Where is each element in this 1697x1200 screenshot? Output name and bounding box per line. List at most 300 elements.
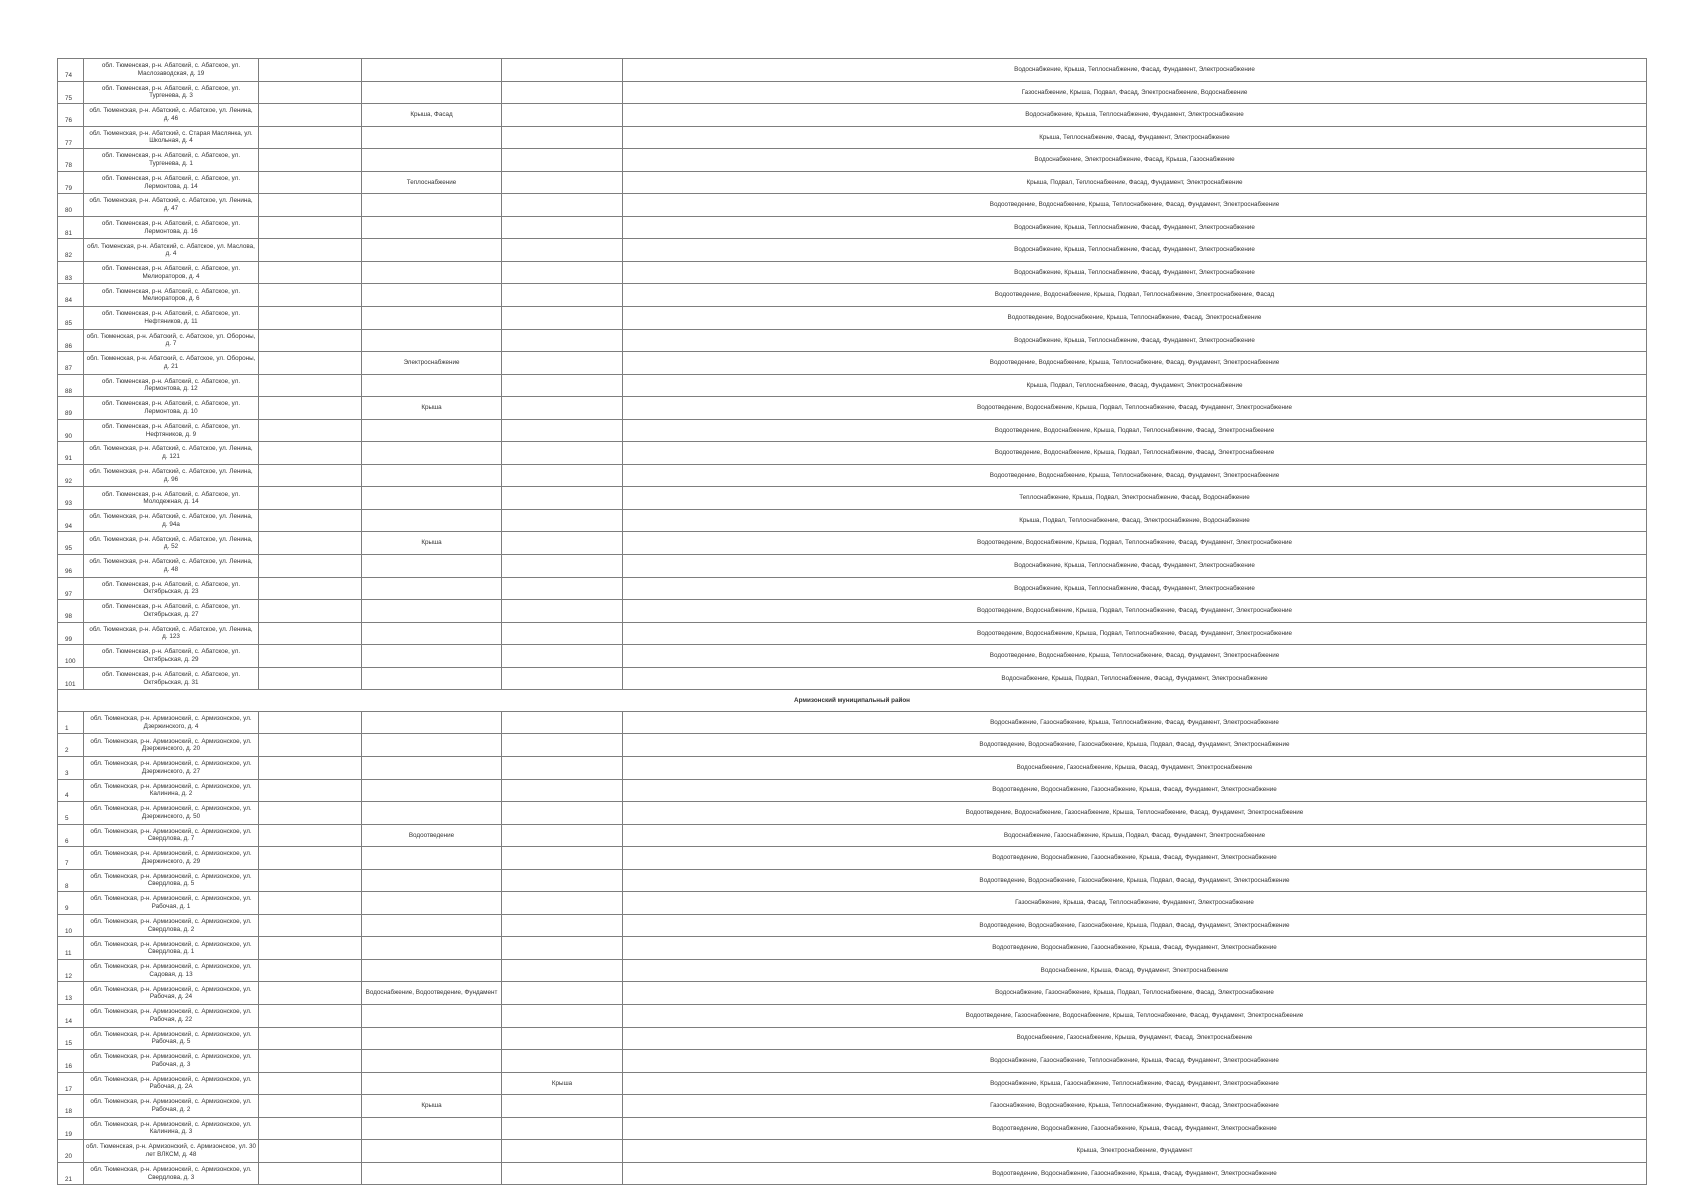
address-cell: обл. Тюменская, р-н. Абатский, с. Абатское, ул. Ленина, д. 94а xyxy=(84,509,259,532)
work-types-cell: Газоснабжение, Водоснабжение, Крыша, Теплоснабжение, Фундамент, Фасад, Электроснабжение xyxy=(623,1095,1647,1118)
column-4-cell xyxy=(362,1162,502,1185)
row-number: 90 xyxy=(58,419,84,442)
work-types-cell: Крыша, Подвал, Теплоснабжение, Фасад, Электроснабжение, Водоснабжение xyxy=(623,509,1647,532)
row-number: 84 xyxy=(58,284,84,307)
work-types-cell: Водоотведение, Водоснабжение, Газоснабжение, Крыша, Подвал, Фасад, Фундамент, Электроснабжение xyxy=(623,869,1647,892)
table-row xyxy=(58,914,1647,937)
column-3-cell xyxy=(259,307,362,330)
column-4-cell xyxy=(362,937,502,960)
address-cell: обл. Тюменская, р-н. Армизонский, с. Армизонское, ул. 30 лет ВЛКСМ, д. 48 xyxy=(84,1140,259,1163)
table-row xyxy=(58,307,1647,330)
row-number: 16 xyxy=(58,1050,84,1073)
column-4-cell xyxy=(362,555,502,578)
column-3-cell xyxy=(259,1117,362,1140)
column-5-cell xyxy=(502,532,623,555)
table-row xyxy=(58,869,1647,892)
column-3-cell xyxy=(259,555,362,578)
address-cell: обл. Тюменская, р-н. Армизонский, с. Армизонское, ул. Рабочая, д. 24 xyxy=(84,982,259,1005)
column-5-cell xyxy=(502,802,623,825)
column-4-cell xyxy=(362,1072,502,1095)
column-3-cell xyxy=(259,284,362,307)
row-number: 91 xyxy=(58,442,84,465)
work-types-cell: Водоотведение, Водоснабжение, Крыша, Подвал, Теплоснабжение, Фасад, Электроснабжение xyxy=(623,419,1647,442)
work-types-cell: Водоотведение, Водоснабжение, Газоснабжение, Крыша, Подвал, Фасад, Фундамент, Электроснабжение xyxy=(623,914,1647,937)
row-number: 2 xyxy=(58,734,84,757)
address-cell: обл. Тюменская, р-н. Абатский, с. Абатское, ул. Молодежная, д. 14 xyxy=(84,487,259,510)
address-cell: обл. Тюменская, р-н. Армизонский, с. Армизонское, ул. Свердлова, д. 2 xyxy=(84,914,259,937)
column-4-cell xyxy=(362,1117,502,1140)
column-3-cell xyxy=(259,869,362,892)
column-5-cell xyxy=(502,824,623,847)
column-5-cell xyxy=(502,1095,623,1118)
address-cell: обл. Тюменская, р-н. Абатский, с. Абатское, ул. Нефтяников, д. 11 xyxy=(84,307,259,330)
address-cell: обл. Тюменская, р-н. Абатский, с. Абатское, ул. Октябрьская, д. 31 xyxy=(84,667,259,690)
column-4-cell xyxy=(362,756,502,779)
table-row xyxy=(58,847,1647,870)
table-row xyxy=(58,1027,1647,1050)
work-types-cell: Водоотведение, Водоснабжение, Крыша, Подвал, Теплоснабжение, Фасад, Фундамент, Электроснабжение xyxy=(623,397,1647,420)
column-5-cell xyxy=(502,577,623,600)
row-number: 4 xyxy=(58,779,84,802)
table-row xyxy=(58,824,1647,847)
row-number: 86 xyxy=(58,329,84,352)
column-3-cell xyxy=(259,329,362,352)
row-number: 94 xyxy=(58,509,84,532)
work-types-cell: Водоотведение, Водоснабжение, Крыша, Подвал, Теплоснабжение, Электроснабжение, Фасад xyxy=(623,284,1647,307)
column-3-cell xyxy=(259,711,362,734)
column-4-cell xyxy=(362,329,502,352)
address-cell: обл. Тюменская, р-н. Абатский, с. Абатское, ул. Мелиораторов, д. 4 xyxy=(84,261,259,284)
column-4-cell xyxy=(362,667,502,690)
column-5-cell xyxy=(502,711,623,734)
column-4-cell xyxy=(362,487,502,510)
column-3-cell xyxy=(259,487,362,510)
section-header-row xyxy=(58,690,1647,712)
column-3-cell xyxy=(259,171,362,194)
column-3-cell xyxy=(259,126,362,149)
row-number: 74 xyxy=(58,59,84,82)
table-row xyxy=(58,756,1647,779)
work-types-cell: Водоснабжение, Крыша, Теплоснабжение, Фасад, Фундамент, Электроснабжение xyxy=(623,59,1647,82)
column-3-cell xyxy=(259,959,362,982)
column-5-cell xyxy=(502,892,623,915)
table-row xyxy=(58,239,1647,262)
row-number: 75 xyxy=(58,81,84,104)
column-3-cell xyxy=(259,1027,362,1050)
column-5-cell: Крыша xyxy=(502,1072,623,1095)
column-3-cell xyxy=(259,261,362,284)
address-cell: обл. Тюменская, р-н. Абатский, с. Абатское, ул. Обороны, д. 7 xyxy=(84,329,259,352)
address-cell: обл. Тюменская, р-н. Армизонский, с. Армизонское, ул. Садовая, д. 13 xyxy=(84,959,259,982)
column-4-cell xyxy=(362,914,502,937)
row-number: 20 xyxy=(58,1140,84,1163)
column-3-cell xyxy=(259,645,362,668)
work-types-cell: Водоснабжение, Крыша, Теплоснабжение, Фасад, Фундамент, Электроснабжение xyxy=(623,577,1647,600)
row-number: 97 xyxy=(58,577,84,600)
row-number: 77 xyxy=(58,126,84,149)
row-number: 7 xyxy=(58,847,84,870)
column-5-cell xyxy=(502,645,623,668)
column-3-cell xyxy=(259,216,362,239)
table-row xyxy=(58,442,1647,465)
column-5-cell xyxy=(502,81,623,104)
address-cell: обл. Тюменская, р-н. Армизонский, с. Армизонское, ул. Рабочая, д. 3 xyxy=(84,1050,259,1073)
work-types-cell: Водоснабжение, Крыша, Фасад, Фундамент, Электроснабжение xyxy=(623,959,1647,982)
column-4-cell xyxy=(362,59,502,82)
work-types-cell: Водоснабжение, Крыша, Теплоснабжение, Фасад, Фундамент, Электроснабжение xyxy=(623,216,1647,239)
column-3-cell xyxy=(259,779,362,802)
work-types-cell: Водоотведение, Водоснабжение, Газоснабжение, Крыша, Теплоснабжение, Фасад, Фундамент, Электроснабжение xyxy=(623,802,1647,825)
column-4-cell xyxy=(362,149,502,172)
column-3-cell xyxy=(259,442,362,465)
address-cell: обл. Тюменская, р-н. Абатский, с. Абатское, ул. Ленина, д. 47 xyxy=(84,194,259,217)
address-cell: обл. Тюменская, р-н. Абатский, с. Абатское, ул. Ленина, д. 123 xyxy=(84,622,259,645)
work-types-cell: Газоснабжение, Крыша, Фасад, Теплоснабжение, Фундамент, Электроснабжение xyxy=(623,892,1647,915)
work-types-cell: Водоотведение, Водоснабжение, Газоснабжение, Крыша, Фасад, Фундамент, Электроснабжение xyxy=(623,779,1647,802)
column-3-cell xyxy=(259,600,362,623)
address-cell: обл. Тюменская, р-н. Армизонский, с. Армизонское, ул. Рабочая, д. 5 xyxy=(84,1027,259,1050)
column-5-cell xyxy=(502,464,623,487)
column-4-cell: Крыша, Фасад xyxy=(362,104,502,127)
column-5-cell xyxy=(502,734,623,757)
column-4-cell xyxy=(362,802,502,825)
column-5-cell xyxy=(502,261,623,284)
table-row xyxy=(58,104,1647,127)
column-3-cell xyxy=(259,734,362,757)
row-number: 87 xyxy=(58,352,84,375)
table-body xyxy=(58,59,1647,1185)
address-cell: обл. Тюменская, р-н. Абатский, с. Абатское, ул. Тургенева, д. 3 xyxy=(84,81,259,104)
address-cell: обл. Тюменская, р-н. Армизонский, с. Армизонское, ул. Рабочая, д. 1 xyxy=(84,892,259,915)
column-3-cell xyxy=(259,239,362,262)
column-4-cell xyxy=(362,711,502,734)
column-4-cell xyxy=(362,239,502,262)
column-4-cell: Водоотведение xyxy=(362,824,502,847)
address-cell: обл. Тюменская, р-н. Армизонский, с. Армизонское, ул. Дзержинского, д. 27 xyxy=(84,756,259,779)
table-row xyxy=(58,284,1647,307)
row-number: 21 xyxy=(58,1162,84,1185)
column-4-cell xyxy=(362,216,502,239)
column-5-cell xyxy=(502,779,623,802)
column-4-cell: Электроснабжение xyxy=(362,352,502,375)
address-cell: обл. Тюменская, р-н. Абатский, с. Абатское, ул. Ленина, д. 46 xyxy=(84,104,259,127)
column-5-cell xyxy=(502,1027,623,1050)
row-number: 3 xyxy=(58,756,84,779)
address-cell: обл. Тюменская, р-н. Абатский, с. Абатское, ул. Ленина, д. 48 xyxy=(84,555,259,578)
table-row xyxy=(58,352,1647,375)
table-row xyxy=(58,779,1647,802)
table-row xyxy=(58,892,1647,915)
table-row xyxy=(58,622,1647,645)
work-types-cell: Водоотведение, Водоснабжение, Газоснабжение, Крыша, Подвал, Фасад, Фундамент, Электроснабжение xyxy=(623,734,1647,757)
work-types-cell: Водоснабжение, Газоснабжение, Крыша, Теплоснабжение, Фасад, Фундамент, Электроснабжение xyxy=(623,711,1647,734)
column-5-cell xyxy=(502,1162,623,1185)
work-types-cell: Водоотведение, Водоснабжение, Крыша, Теплоснабжение, Фасад, Фундамент, Электроснабжение xyxy=(623,194,1647,217)
row-number: 81 xyxy=(58,216,84,239)
address-cell: обл. Тюменская, р-н. Абатский, с. Абатское, ул. Мелиораторов, д. 6 xyxy=(84,284,259,307)
column-5-cell xyxy=(502,104,623,127)
column-3-cell xyxy=(259,1095,362,1118)
work-types-cell: Водоотведение, Водоснабжение, Крыша, Теплоснабжение, Фасад, Фундамент, Электроснабжение xyxy=(623,352,1647,375)
work-types-cell: Крыша, Электроснабжение, Фундамент xyxy=(623,1140,1647,1163)
row-number: 101 xyxy=(58,667,84,690)
column-5-cell xyxy=(502,667,623,690)
row-number: 96 xyxy=(58,555,84,578)
column-4-cell xyxy=(362,779,502,802)
column-5-cell xyxy=(502,1004,623,1027)
column-5-cell xyxy=(502,216,623,239)
column-4-cell xyxy=(362,1140,502,1163)
row-number: 99 xyxy=(58,622,84,645)
address-cell: обл. Тюменская, р-н. Армизонский, с. Армизонское, ул. Дзержинского, д. 29 xyxy=(84,847,259,870)
table-row xyxy=(58,532,1647,555)
column-5-cell xyxy=(502,959,623,982)
address-cell: обл. Тюменская, р-н. Абатский, с. Абатское, ул. Октябрьская, д. 23 xyxy=(84,577,259,600)
column-3-cell xyxy=(259,1140,362,1163)
work-types-cell: Водоотведение, Водоснабжение, Крыша, Теплоснабжение, Фасад, Фундамент, Электроснабжение xyxy=(623,645,1647,668)
column-4-cell: Водоснабжение, Водоотведение, Фундамент xyxy=(362,982,502,1005)
column-4-cell xyxy=(362,869,502,892)
column-4-cell xyxy=(362,577,502,600)
address-cell: обл. Тюменская, р-н. Абатский, с. Абатское, ул. Маслозаводская, д. 19 xyxy=(84,59,259,82)
table-row xyxy=(58,734,1647,757)
work-types-cell: Теплоснабжение, Крыша, Подвал, Электроснабжение, Фасад, Водоснабжение xyxy=(623,487,1647,510)
column-5-cell xyxy=(502,397,623,420)
table-row xyxy=(58,171,1647,194)
table-row xyxy=(58,802,1647,825)
work-types-cell: Водоотведение, Водоснабжение, Газоснабжение, Крыша, Фасад, Фундамент, Электроснабжение xyxy=(623,937,1647,960)
column-4-cell: Крыша xyxy=(362,532,502,555)
table-row xyxy=(58,126,1647,149)
table-row xyxy=(58,397,1647,420)
row-number: 18 xyxy=(58,1095,84,1118)
address-cell: обл. Тюменская, р-н. Армизонский, с. Армизонское, ул. Калинина, д. 2 xyxy=(84,779,259,802)
column-3-cell xyxy=(259,847,362,870)
column-5-cell xyxy=(502,600,623,623)
address-cell: обл. Тюменская, р-н. Абатский, с. Абатское, ул. Нефтяников, д. 9 xyxy=(84,419,259,442)
column-3-cell xyxy=(259,397,362,420)
column-3-cell xyxy=(259,914,362,937)
address-cell: обл. Тюменская, р-н. Армизонский, с. Армизонское, ул. Дзержинского, д. 4 xyxy=(84,711,259,734)
row-number: 9 xyxy=(58,892,84,915)
column-3-cell xyxy=(259,104,362,127)
work-types-cell: Водоснабжение, Крыша, Теплоснабжение, Фасад, Фундамент, Электроснабжение xyxy=(623,555,1647,578)
column-5-cell xyxy=(502,374,623,397)
work-types-cell: Водоотведение, Водоснабжение, Газоснабжение, Крыша, Фасад, Фундамент, Электроснабжение xyxy=(623,1162,1647,1185)
work-types-cell: Водоотведение, Водоснабжение, Крыша, Подвал, Теплоснабжение, Фасад, Фундамент, Электроснабжение xyxy=(623,622,1647,645)
column-5-cell xyxy=(502,1117,623,1140)
column-4-cell xyxy=(362,1050,502,1073)
column-5-cell xyxy=(502,1140,623,1163)
address-cell: обл. Тюменская, р-н. Абатский, с. Абатское, ул. Маслова, д. 4 xyxy=(84,239,259,262)
table-row xyxy=(58,711,1647,734)
column-3-cell xyxy=(259,1050,362,1073)
address-cell: обл. Тюменская, р-н. Абатский, с. Абатское, ул. Обороны, д. 21 xyxy=(84,352,259,375)
column-3-cell xyxy=(259,756,362,779)
column-3-cell xyxy=(259,509,362,532)
column-5-cell xyxy=(502,982,623,1005)
row-number: 11 xyxy=(58,937,84,960)
row-number: 95 xyxy=(58,532,84,555)
table-row xyxy=(58,374,1647,397)
column-5-cell xyxy=(502,194,623,217)
column-5-cell xyxy=(502,284,623,307)
table-row xyxy=(58,667,1647,690)
work-types-cell: Водоотведение, Водоснабжение, Крыша, Теплоснабжение, Фасад, Фундамент, Электроснабжение xyxy=(623,464,1647,487)
row-number: 82 xyxy=(58,239,84,262)
table-row xyxy=(58,600,1647,623)
column-3-cell xyxy=(259,982,362,1005)
column-4-cell xyxy=(362,847,502,870)
column-4-cell: Теплоснабжение xyxy=(362,171,502,194)
table-row xyxy=(58,645,1647,668)
table-row xyxy=(58,982,1647,1005)
work-types-cell: Водоснабжение, Крыша, Теплоснабжение, Фасад, Фундамент, Электроснабжение xyxy=(623,329,1647,352)
column-3-cell xyxy=(259,81,362,104)
row-number: 19 xyxy=(58,1117,84,1140)
work-types-cell: Водоснабжение, Газоснабжение, Крыша, Фасад, Фундамент, Электроснабжение xyxy=(623,756,1647,779)
column-4-cell xyxy=(362,81,502,104)
column-5-cell xyxy=(502,622,623,645)
address-cell: обл. Тюменская, р-н. Армизонский, с. Армизонское, ул. Калинина, д. 3 xyxy=(84,1117,259,1140)
column-3-cell xyxy=(259,419,362,442)
address-cell: обл. Тюменская, р-н. Абатский, с. Абатское, ул. Лермонтова, д. 10 xyxy=(84,397,259,420)
column-4-cell xyxy=(362,622,502,645)
work-types-cell: Водоотведение, Водоснабжение, Газоснабжение, Крыша, Фасад, Фундамент, Электроснабжение xyxy=(623,1117,1647,1140)
column-4-cell xyxy=(362,261,502,284)
column-3-cell xyxy=(259,937,362,960)
address-cell: обл. Тюменская, р-н. Абатский, с. Абатское, ул. Ленина, д. 96 xyxy=(84,464,259,487)
column-3-cell xyxy=(259,1072,362,1095)
work-types-cell: Водоотведение, Водоснабжение, Крыша, Подвал, Теплоснабжение, Фасад, Фундамент, Электроснабжение xyxy=(623,600,1647,623)
row-number: 5 xyxy=(58,802,84,825)
column-5-cell xyxy=(502,59,623,82)
work-types-cell: Водоснабжение, Крыша, Теплоснабжение, Фундамент, Электроснабжение xyxy=(623,104,1647,127)
column-4-cell xyxy=(362,419,502,442)
work-types-cell: Водоотведение, Водоснабжение, Крыша, Подвал, Теплоснабжение, Фасад, Фундамент, Электроснабжение xyxy=(623,532,1647,555)
table-row xyxy=(58,194,1647,217)
column-4-cell xyxy=(362,126,502,149)
table-row xyxy=(58,419,1647,442)
column-5-cell xyxy=(502,126,623,149)
work-types-cell: Водоотведение, Газоснабжение, Водоснабжение, Крыша, Теплоснабжение, Фасад, Фундамент, Электроснабжение xyxy=(623,1004,1647,1027)
address-cell: обл. Тюменская, р-н. Армизонский, с. Армизонское, ул. Свердлова, д. 3 xyxy=(84,1162,259,1185)
row-number: 1 xyxy=(58,711,84,734)
column-3-cell xyxy=(259,1004,362,1027)
table-row xyxy=(58,1140,1647,1163)
table-row xyxy=(58,81,1647,104)
table-row xyxy=(58,1072,1647,1095)
column-3-cell xyxy=(259,464,362,487)
column-3-cell xyxy=(259,374,362,397)
column-5-cell xyxy=(502,442,623,465)
column-3-cell xyxy=(259,667,362,690)
repair-schedule-table xyxy=(57,58,1647,1185)
column-3-cell xyxy=(259,352,362,375)
table-row xyxy=(58,1162,1647,1185)
row-number: 12 xyxy=(58,959,84,982)
table-row xyxy=(58,937,1647,960)
address-cell: обл. Тюменская, р-н. Армизонский, с. Армизонское, ул. Рабочая, д. 22 xyxy=(84,1004,259,1027)
address-cell: обл. Тюменская, р-н. Абатский, с. Старая Маслянка, ул. Школьная, д. 4 xyxy=(84,126,259,149)
column-5-cell xyxy=(502,847,623,870)
table-row xyxy=(58,149,1647,172)
table-row xyxy=(58,959,1647,982)
column-5-cell xyxy=(502,756,623,779)
column-4-cell xyxy=(362,442,502,465)
column-5-cell xyxy=(502,1050,623,1073)
column-4-cell xyxy=(362,194,502,217)
address-cell: обл. Тюменская, р-н. Армизонский, с. Армизонское, ул. Дзержинского, д. 20 xyxy=(84,734,259,757)
column-4-cell xyxy=(362,509,502,532)
column-3-cell xyxy=(259,1162,362,1185)
table-row xyxy=(58,1004,1647,1027)
work-types-cell: Крыша, Подвал, Теплоснабжение, Фасад, Фундамент, Электроснабжение xyxy=(623,171,1647,194)
column-4-cell xyxy=(362,1027,502,1050)
table-row xyxy=(58,329,1647,352)
address-cell: обл. Тюменская, р-н. Абатский, с. Абатское, ул. Октябрьская, д. 27 xyxy=(84,600,259,623)
column-5-cell xyxy=(502,509,623,532)
column-4-cell xyxy=(362,307,502,330)
column-3-cell xyxy=(259,59,362,82)
address-cell: обл. Тюменская, р-н. Армизонский, с. Армизонское, ул. Дзержинского, д. 50 xyxy=(84,802,259,825)
column-4-cell: Крыша xyxy=(362,397,502,420)
address-cell: обл. Тюменская, р-н. Абатский, с. Абатское, ул. Лермонтова, д. 12 xyxy=(84,374,259,397)
row-number: 80 xyxy=(58,194,84,217)
table-row xyxy=(58,509,1647,532)
column-4-cell xyxy=(362,959,502,982)
row-number: 89 xyxy=(58,397,84,420)
work-types-cell: Водоотведение, Водоснабжение, Крыша, Подвал, Теплоснабжение, Фасад, Электроснабжение xyxy=(623,442,1647,465)
column-5-cell xyxy=(502,937,623,960)
work-types-cell: Водоснабжение, Крыша, Подвал, Теплоснабжение, Фасад, Фундамент, Электроснабжение xyxy=(623,667,1647,690)
column-4-cell xyxy=(362,734,502,757)
table-row xyxy=(58,487,1647,510)
row-number: 10 xyxy=(58,914,84,937)
row-number: 6 xyxy=(58,824,84,847)
column-4-cell xyxy=(362,1004,502,1027)
table-row xyxy=(58,216,1647,239)
column-5-cell xyxy=(502,149,623,172)
column-3-cell xyxy=(259,149,362,172)
table-row xyxy=(58,577,1647,600)
row-number: 78 xyxy=(58,149,84,172)
column-4-cell xyxy=(362,374,502,397)
work-types-cell: Водоснабжение, Крыша, Газоснабжение, Теплоснабжение, Фасад, Фундамент, Электроснабжение xyxy=(623,1072,1647,1095)
table-row xyxy=(58,555,1647,578)
address-cell: обл. Тюменская, р-н. Армизонский, с. Армизонское, ул. Свердлова, д. 7 xyxy=(84,824,259,847)
row-number: 79 xyxy=(58,171,84,194)
row-number: 100 xyxy=(58,645,84,668)
column-5-cell xyxy=(502,419,623,442)
work-types-cell: Водоотведение, Водоснабжение, Газоснабжение, Крыша, Фасад, Фундамент, Электроснабжение xyxy=(623,847,1647,870)
address-cell: обл. Тюменская, р-н. Абатский, с. Абатское, ул. Ленина, д. 52 xyxy=(84,532,259,555)
column-5-cell xyxy=(502,329,623,352)
work-types-cell: Водоснабжение, Электроснабжение, Фасад, Крыша, Газоснабжение xyxy=(623,149,1647,172)
column-3-cell xyxy=(259,532,362,555)
column-4-cell xyxy=(362,645,502,668)
column-5-cell xyxy=(502,352,623,375)
row-number: 85 xyxy=(58,307,84,330)
column-3-cell xyxy=(259,577,362,600)
table-row xyxy=(58,261,1647,284)
work-types-cell: Водоснабжение, Газоснабжение, Крыша, Подвал, Теплоснабжение, Фасад, Электроснабжение xyxy=(623,982,1647,1005)
row-number: 13 xyxy=(58,982,84,1005)
section-title: Армизонский муниципальный район xyxy=(58,690,1647,712)
row-number: 76 xyxy=(58,104,84,127)
column-3-cell xyxy=(259,824,362,847)
column-3-cell xyxy=(259,194,362,217)
